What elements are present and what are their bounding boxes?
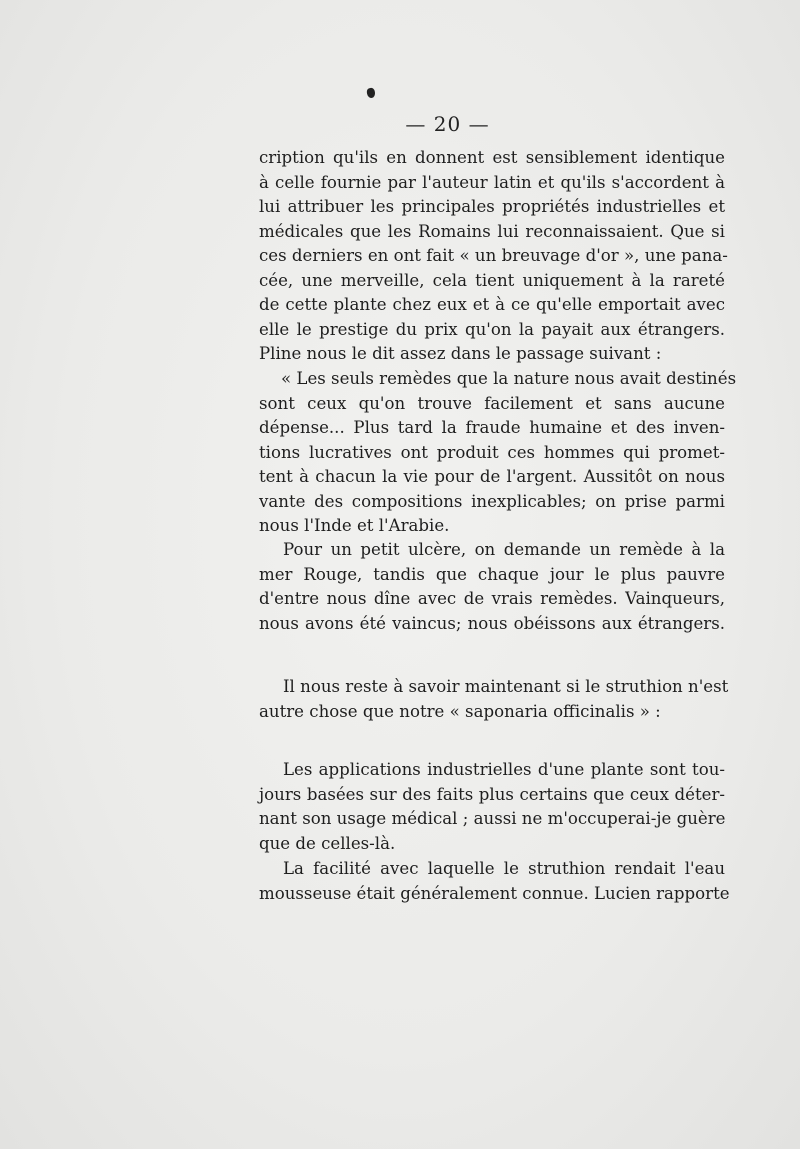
text-line: médicales que les Romains lui reconnaissaient. Que si [259, 221, 725, 241]
text-line: sont ceux qu'on trouve facilement et sans aucune [259, 393, 725, 413]
text-line: à celle fournie par l'auteur latin et qu'ils s'accordent à [259, 172, 725, 192]
text-line: nous l'Inde et l'Arabie. [259, 516, 450, 535]
text-line: Les applications industrielles d'une plante sont tou- [283, 760, 725, 779]
paragraph-applications [259, 758, 725, 856]
text-line: Il nous reste à savoir maintenant si le struthion n'est [283, 677, 729, 696]
quote-paragraph [259, 367, 737, 539]
text-line: cée, une merveille, cela tient uniquement à la rareté [259, 270, 725, 290]
paragraph-facilite [259, 857, 730, 906]
text-line: ces derniers en ont fait « un breuvage d'or », une pana- [259, 246, 728, 265]
text-line: « Les seuls remèdes que la nature nous avait destinés [281, 369, 737, 388]
text-line: mousseuse était généralement connue. Lucien rapporte [259, 883, 730, 903]
text-line: nant son usage médical ; aussi ne m'occuperai-je guère [259, 809, 726, 828]
text-line: elle le prestige du prix qu'on la payait aux étrangers. [259, 319, 725, 339]
ink-speck [366, 87, 376, 98]
text-line: tions lucratives ont produit ces hommes qui promet- [259, 442, 725, 462]
text-line: dépense... Plus tard la fraude humaine et des inven- [259, 418, 725, 437]
text-line: jours basées sur des faits plus certains que ceux déter- [259, 784, 725, 804]
text-line: La facilité avec laquelle le struthion rendait l'eau [283, 859, 725, 878]
text-line: d'entre nous dîne avec de vrais remèdes. Vainqueurs, [259, 589, 725, 608]
text-line: cription qu'ils en donnent est sensiblement identique [259, 148, 725, 167]
text-line: lui attribuer les principales propriétés industrielles et [259, 197, 725, 216]
text-line: de cette plante chez eux et à ce qu'elle emportait avec [259, 295, 725, 314]
paragraph-continuation [259, 146, 728, 367]
text-line: tent à chacun la vie pour de l'argent. Aussitôt on nous [259, 467, 725, 486]
quote-continuation [259, 538, 725, 636]
text-line: vante des compositions inexplicables; on prise parmi [259, 491, 725, 511]
paragraph-struthion [259, 675, 729, 724]
text-line: Pour un petit ulcère, on demande un remède à la [283, 540, 725, 559]
text-line: Pline nous le dit assez dans le passage suivant : [259, 344, 662, 363]
text-line: que de celles-là. [259, 833, 396, 853]
text-line: nous avons été vaincus; nous obéissons aux étrangers. [259, 613, 725, 633]
text-line: mer Rouge, tandis que chaque jour le plus pauvre [259, 564, 725, 584]
text-line: autre chose que notre « saponaria officinalis » : [259, 701, 661, 721]
page-number: — 20 — [405, 112, 490, 136]
